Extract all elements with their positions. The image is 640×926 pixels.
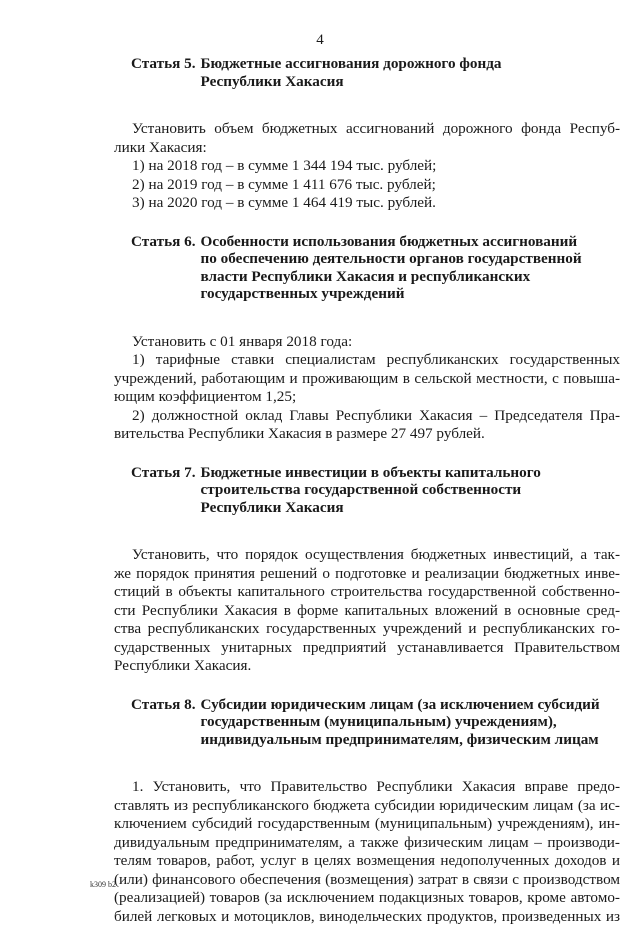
text-line: сударственных унитарных предприятий устанавливается Правительством	[114, 639, 620, 658]
text-line: билей легковых и мотоциклов, винодельческих продуктов, произведенных из	[114, 908, 620, 926]
article-title	[201, 464, 620, 517]
article-title	[201, 233, 620, 303]
article-title-line: Республики Хакасия	[201, 499, 620, 517]
article-title-line: государственных учреждений	[201, 285, 620, 303]
text-line: сти Республики Хакасия в форме капитальных вложений в основные сред-	[114, 602, 620, 621]
article-number: Статья 6.	[131, 233, 201, 303]
article-title-line: Республики Хакасия	[201, 73, 620, 91]
article-title	[201, 696, 620, 749]
text-line: же порядок принятия решений о подготовке и реализации бюджетных инве-	[114, 565, 620, 584]
footer-code: k309 b2	[90, 880, 116, 889]
text-line: Установить, что порядок осуществления бюджетных инвестиций, а так-	[114, 546, 620, 565]
page-number: 4	[0, 32, 640, 49]
text-line: Республики Хакасия.	[114, 657, 620, 676]
text-line: 2) должностной оклад Главы Республики Хакасия – Председателя Пра-	[114, 407, 620, 426]
article-title-line: власти Республики Хакасия и республиканских	[201, 268, 620, 286]
article-7	[114, 464, 620, 676]
article-title	[201, 55, 620, 90]
text-line: телям товаров, работ, услуг в целях возмещения недополученных доходов и	[114, 852, 620, 871]
article-6	[114, 233, 620, 444]
text-line: 3) на 2020 год – в сумме 1 464 419 тыс. рублей.	[114, 194, 620, 213]
article-number: Статья 5.	[131, 55, 201, 90]
text-line: (реализацией) товаров (за исключением подакцизных товаров, кроме автомо-	[114, 889, 620, 908]
text-line: Установить с 01 января 2018 года:	[114, 333, 620, 352]
text-line: 1. Установить, что Правительство Республики Хакасия вправе предо-	[114, 778, 620, 797]
text-line: стиций в объекты капитального строительства государственной собственно-	[114, 583, 620, 602]
text-line: дивидуальным предпринимателям, а также физическим лицам – производи-	[114, 834, 620, 853]
article-title-line: по обеспечению деятельности органов государственной	[201, 250, 620, 268]
article-heading	[131, 55, 620, 90]
text-line: вительства Республики Хакасия в размере 27 497 рублей.	[114, 425, 620, 444]
article-title-line: Бюджетные инвестиции в объекты капитального	[201, 464, 620, 482]
document-body	[114, 55, 620, 926]
article-text	[114, 778, 620, 926]
text-line: 1) на 2018 год – в сумме 1 344 194 тыс. рублей;	[114, 157, 620, 176]
article-number: Статья 7.	[131, 464, 201, 517]
article-title-line: Бюджетные ассигнования дорожного фонда	[201, 55, 620, 73]
text-line: учреждений, работающим и проживающим в сельской местности, с повыша-	[114, 370, 620, 389]
article-title-line: строительства государственной собственности	[201, 481, 620, 499]
article-5	[114, 55, 620, 213]
text-line: ющим коэффициентом 1,25;	[114, 388, 620, 407]
article-text	[114, 120, 620, 213]
text-line: ставлять из республиканского бюджета субсидии юридическим лицам (за ис-	[114, 797, 620, 816]
article-text	[114, 546, 620, 676]
text-line: ства республиканских государственных учреждений и республиканских го-	[114, 620, 620, 639]
article-heading	[131, 696, 620, 749]
article-title-line: Субсидии юридическим лицам (за исключением субсидий	[201, 696, 620, 714]
article-title-line: государственным (муниципальным) учреждениям),	[201, 713, 620, 731]
text-line: (или) финансового обеспечения (возмещения) затрат в связи с производством	[114, 871, 620, 890]
article-heading	[131, 233, 620, 303]
article-number: Статья 8.	[131, 696, 201, 749]
text-line: 2) на 2019 год – в сумме 1 411 676 тыс. рублей;	[114, 176, 620, 195]
article-text	[114, 333, 620, 444]
text-line: 1) тарифные ставки специалистам республиканских государственных	[114, 351, 620, 370]
article-title-line: индивидуальным предпринимателям, физическим лицам	[201, 731, 620, 749]
article-heading	[131, 464, 620, 517]
text-line: лики Хакасия:	[114, 139, 620, 158]
text-line: ключением субсидий государственным (муниципальным) учреждениям), ин-	[114, 815, 620, 834]
article-title-line: Особенности использования бюджетных ассигнований	[201, 233, 620, 251]
article-8	[114, 696, 620, 926]
text-line: Установить объем бюджетных ассигнований дорожного фонда Респуб-	[114, 120, 620, 139]
